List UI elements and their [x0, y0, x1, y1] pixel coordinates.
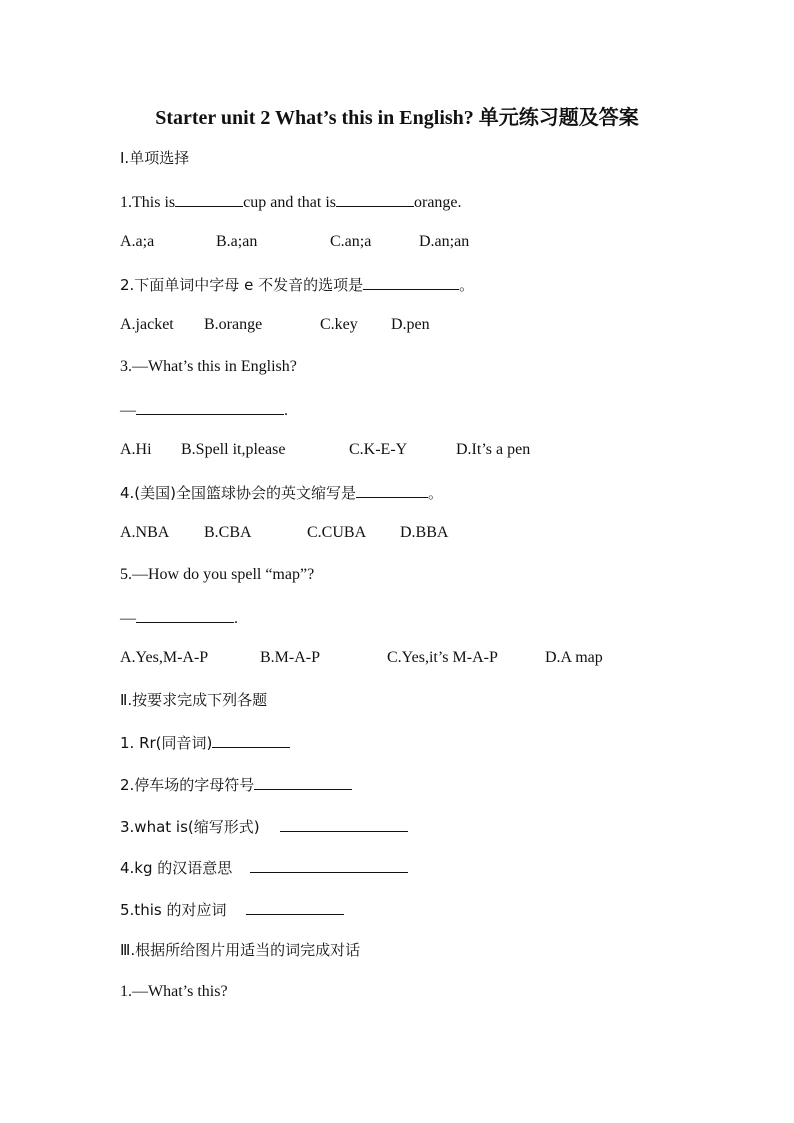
answer-blank[interactable]	[136, 398, 284, 415]
answer-blank[interactable]	[356, 481, 428, 498]
section-2-heading: Ⅱ.按要求完成下列各题	[120, 691, 268, 709]
answer-blank[interactable]	[280, 815, 408, 832]
answer-blank[interactable]	[250, 856, 408, 873]
section-2-item-3	[120, 815, 408, 837]
section-2-item-1	[120, 731, 290, 753]
section-3-question-1: 1.—What’s this?	[120, 983, 228, 1000]
page-title: Starter unit 2 What’s this in English? 单元练习题及答案	[155, 107, 639, 129]
option-a: A.a;a	[120, 233, 155, 250]
question-4-text-post: 。	[428, 484, 444, 502]
option-c: C.an;a	[330, 233, 372, 250]
section-3-heading: Ⅲ.根据所给图片用适当的词完成对话	[120, 941, 361, 959]
question-1-text-mid: cup and that is	[243, 194, 336, 211]
period: .	[284, 402, 288, 419]
question-3-answer	[120, 398, 288, 420]
option-a: A.Yes,M-A-P	[120, 649, 209, 666]
answer-blank[interactable]	[212, 731, 290, 748]
item-text: 5.this 的对应词	[120, 901, 227, 919]
question-2-text-pre: 2.下面单词中字母 e 不发音的选项是	[120, 276, 364, 294]
option-a: A.NBA	[120, 524, 170, 541]
question-3: 3.—What’s this in English?	[120, 358, 297, 375]
section-1-heading: Ⅰ.单项选择	[120, 149, 190, 167]
question-1-text-pre: 1.This is	[120, 194, 176, 211]
answer-blank[interactable]	[246, 898, 344, 915]
option-c: C.Yes,it’s M-A-P	[387, 649, 498, 666]
section-2-item-5	[120, 898, 344, 920]
option-b: B.M-A-P	[260, 649, 321, 666]
item-text: 3.what is(缩写形式)	[120, 818, 260, 836]
question-4-text-pre: 4.(美国)全国篮球协会的英文缩写是	[120, 484, 357, 502]
question-1-text-post: orange.	[414, 194, 462, 211]
answer-blank[interactable]	[363, 273, 459, 290]
option-d: D.an;an	[419, 233, 470, 250]
answer-blank[interactable]	[136, 606, 234, 623]
option-b: B.CBA	[204, 524, 252, 541]
option-b: B.a;an	[216, 233, 258, 250]
option-c: C.CUBA	[307, 524, 367, 541]
item-text: 2.停车场的字母符号	[120, 776, 255, 794]
option-d: D.pen	[391, 316, 430, 333]
item-text: 4.kg 的汉语意思	[120, 859, 233, 877]
question-1	[120, 190, 462, 212]
option-a: A.jacket	[120, 316, 174, 333]
option-c: C.K-E-Y	[349, 441, 408, 458]
section-2-item-4	[120, 856, 408, 878]
question-4	[120, 481, 443, 503]
option-b: B.orange	[204, 316, 263, 333]
dash: —	[120, 610, 136, 627]
option-a: A.Hi	[120, 441, 152, 458]
answer-blank[interactable]	[254, 773, 352, 790]
option-d: D.It’s a pen	[456, 441, 531, 458]
option-b: B.Spell it,please	[181, 441, 286, 458]
period: .	[234, 610, 238, 627]
option-d: D.BBA	[400, 524, 449, 541]
section-2-item-2	[120, 773, 352, 795]
question-5: 5.—How do you spell “map”?	[120, 566, 315, 583]
question-5-answer	[120, 606, 238, 628]
option-d: D.A map	[545, 649, 603, 666]
question-2-text-post: 。	[459, 276, 475, 294]
answer-blank[interactable]	[336, 190, 414, 207]
dash: —	[120, 402, 136, 419]
question-2	[120, 273, 474, 295]
item-text: 1. Rr(同音词)	[120, 734, 213, 752]
option-c: C.key	[320, 316, 358, 333]
answer-blank[interactable]	[175, 190, 243, 207]
